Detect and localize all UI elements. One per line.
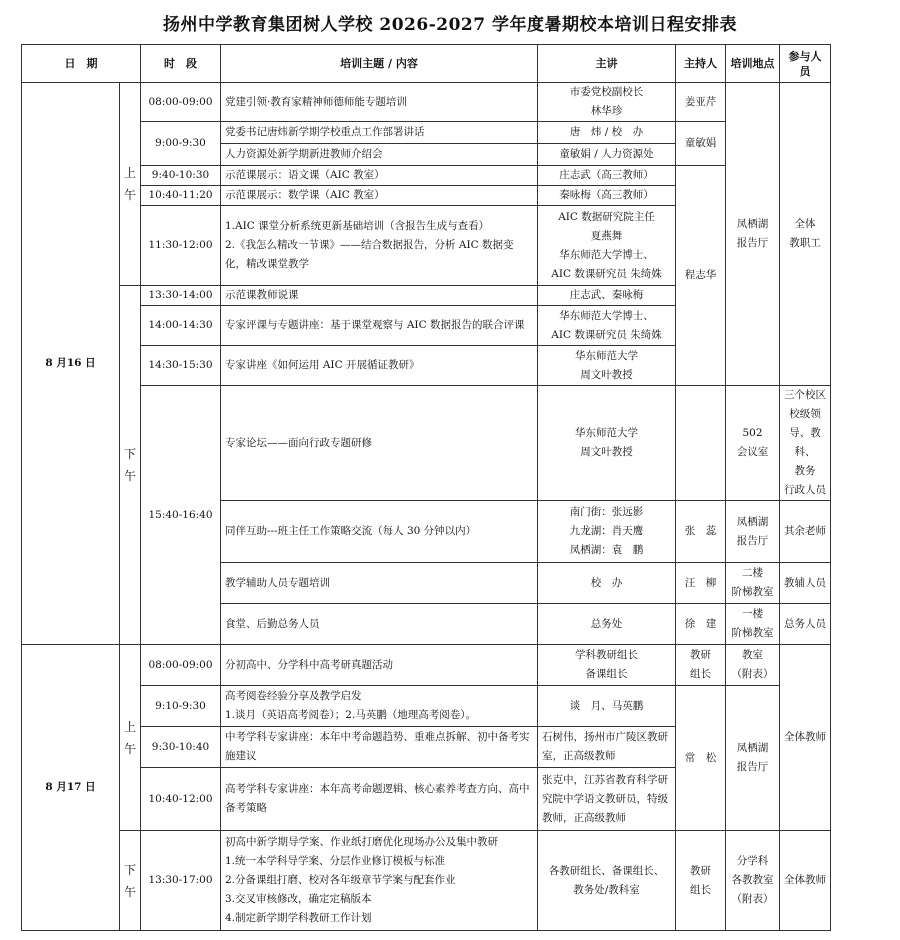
topic-cell: 党建引领·教育家精神师德师能专题培训	[221, 83, 538, 122]
topic-cell: 中考学科专家讲座：本年中考命题趋势、重难点拆解、初中备考实施建议	[221, 727, 538, 768]
speaker-cell: 童敏娟 / 人力资源处	[538, 144, 676, 166]
day2-afternoon: 下 午	[120, 831, 141, 931]
speaker-cell: 唐 炜 / 校 办	[538, 122, 676, 144]
topic-cell: 示范课展示：数学课（AIC 教室）	[221, 186, 538, 206]
venue-cell: 分学科 各教教室 （附表）	[726, 831, 780, 931]
time-cell: 13:30-14:00	[141, 286, 221, 306]
time-cell: 15:40-16:40	[141, 386, 221, 645]
day2-morning: 上 午	[120, 645, 141, 831]
topic-cell: 专家论坛——面向行政专题研修	[221, 386, 538, 501]
host-cell: 张 蕊	[676, 501, 726, 563]
speaker-cell: 华东师范大学 周文叶教授	[538, 346, 676, 386]
table-row	[22, 122, 831, 144]
topic-cell: 高考学科专家讲座：本年高考命题逻辑、核心素养考查方向、高中备考策略	[221, 768, 538, 831]
time-cell: 08:00-09:00	[141, 83, 221, 122]
time-cell: 10:40-11:20	[141, 186, 221, 206]
attendees-cell: 全体 教职工	[780, 83, 831, 386]
speaker-cell: 市委党校副校长 林华珍	[538, 83, 676, 122]
topic-cell: 1.AIC 课堂分析系统更新基础培训（含报告生成与查看） 2.《我怎么精改一节课》——结合数据报告，分析 AIC 数据变化，精改课堂教学	[221, 206, 538, 286]
topic-cell: 高考阅卷经验分享及教学启发 1.谈月（英语高考阅卷）；2.马英鹏（地理高考阅卷）。	[221, 686, 538, 727]
host-cell: 教研 组长	[676, 645, 726, 686]
speaker-cell: 石树伟，扬州市广陵区教研室，正高级教师	[538, 727, 676, 768]
venue-cell: 一楼 阶梯教室	[726, 604, 780, 645]
table-row	[22, 645, 831, 686]
speaker-cell: 庄志武、秦咏梅	[538, 286, 676, 306]
table-row	[22, 386, 831, 501]
speaker-cell: 庄志武（高三教师）	[538, 166, 676, 186]
header-speaker: 主讲	[538, 45, 676, 83]
venue-cell: 502 会议室	[726, 386, 780, 501]
host-cell: 姜亚芹	[676, 83, 726, 122]
attendees-cell: 总务人员	[780, 604, 831, 645]
time-cell: 9:10-9:30	[141, 686, 221, 727]
header-row	[22, 45, 831, 83]
day1-date: 8 月16 日	[22, 83, 120, 645]
speaker-cell: AIC 数据研究院主任 夏燕舞 华东师范大学博士、 AIC 数课研究员 朱绮姝	[538, 206, 676, 286]
table-row	[22, 686, 831, 727]
header-venue: 培训地点	[726, 45, 780, 83]
schedule-table	[21, 44, 831, 931]
speaker-cell: 华东师范大学博士、 AIC 数课研究员 朱绮姝	[538, 306, 676, 346]
host-cell: 程志华	[676, 166, 726, 386]
host-cell: 童敏娟	[676, 122, 726, 166]
attendees-cell: 三个校区 校级领 导、教科、 教务 行政人员	[780, 386, 831, 501]
speaker-cell: 谈 月、马英鹏	[538, 686, 676, 727]
host-cell: 常 松	[676, 686, 726, 831]
topic-cell: 教学辅助人员专题培训	[221, 563, 538, 604]
host-cell: 徐 建	[676, 604, 726, 645]
host-cell: 汪 柳	[676, 563, 726, 604]
topic-cell: 示范课教师说课	[221, 286, 538, 306]
attendees-cell: 其余老师	[780, 501, 831, 563]
attendees-cell: 教辅人员	[780, 563, 831, 604]
time-cell: 13:30-17:00	[141, 831, 221, 931]
time-cell: 11:30-12:00	[141, 206, 221, 286]
topic-cell: 专家讲座《如何运用 AIC 开展循证教研》	[221, 346, 538, 386]
topic-cell: 专家评课与专题讲座：基于课堂观察与 AIC 数据报告的联合评课	[221, 306, 538, 346]
speaker-cell: 张克中，江苏省教育科学研究院中学语文教研员，特级教师，正高级教师	[538, 768, 676, 831]
page-title: 扬州中学教育集团树人学校 2026-2027 学年度暑期校本培训日程安排表	[162, 15, 738, 35]
speaker-cell: 校 办	[538, 563, 676, 604]
speaker-cell: 秦咏梅（高三教师）	[538, 186, 676, 206]
speaker-cell: 各教研组长、备课组长、 教务处/教科室	[538, 831, 676, 931]
topic-cell: 同伴互助---班主任工作策略交流（每人 30 分钟以内）	[221, 501, 538, 563]
time-cell: 14:00-14:30	[141, 306, 221, 346]
attendees-cell: 全体教师	[780, 645, 831, 831]
table-row	[22, 831, 831, 931]
day1-morning: 上 午	[120, 83, 141, 286]
topic-cell: 初高中新学期导学案、作业纸打磨优化现场办公及集中教研 1.统一本学科导学案、分层作业修订模板与标准 2.分备课组打磨、校对各年级章节学案与配套作业 3.交叉审核修改，确定定稿版本 4.制定新学期学科教研工作计划	[221, 831, 538, 931]
topic-cell: 人力资源处新学期新进教师介绍会	[221, 144, 538, 166]
time-cell: 9:00-9:30	[141, 122, 221, 166]
venue-cell: 凤栖湖 报告厅	[726, 686, 780, 831]
topic-cell: 示范课展示：语文课（AIC 教室）	[221, 166, 538, 186]
header-topic: 培训主题 / 内容	[221, 45, 538, 83]
host-cell: 教研 组长	[676, 831, 726, 931]
time-cell: 9:40-10:30	[141, 166, 221, 186]
header-time: 时 段	[141, 45, 221, 83]
host-cell	[676, 386, 726, 501]
attendees-cell: 全体教师	[780, 831, 831, 931]
topic-cell: 党委书记唐炜新学期学校重点工作部署讲话	[221, 122, 538, 144]
table-row	[22, 83, 831, 122]
time-cell: 08:00-09:00	[141, 645, 221, 686]
time-cell: 14:30-15:30	[141, 346, 221, 386]
time-cell: 9:30-10:40	[141, 727, 221, 768]
day2-date: 8 月17 日	[22, 645, 120, 931]
topic-cell: 分初高中、分学科中高考研真题活动	[221, 645, 538, 686]
day1-afternoon: 下 午	[120, 286, 141, 645]
venue-cell: 教室 （附表）	[726, 645, 780, 686]
topic-cell: 食堂、后勤总务人员	[221, 604, 538, 645]
speaker-cell: 总务处	[538, 604, 676, 645]
time-cell: 10:40-12:00	[141, 768, 221, 831]
header-host: 主持人	[676, 45, 726, 83]
speaker-cell: 学科教研组长 备课组长	[538, 645, 676, 686]
venue-cell: 二楼 阶梯教室	[726, 563, 780, 604]
header-date: 日 期	[22, 45, 141, 83]
venue-cell: 凤栖湖 报告厅	[726, 501, 780, 563]
speaker-cell: 华东师范大学 周文叶教授	[538, 386, 676, 501]
venue-cell: 凤栖湖 报告厅	[726, 83, 780, 386]
table-row	[22, 166, 831, 186]
speaker-cell: 南门街：张远影 九龙湖：肖天鹰 凤栖湖：袁 鹏	[538, 501, 676, 563]
header-attendees: 参与人员	[780, 45, 831, 83]
